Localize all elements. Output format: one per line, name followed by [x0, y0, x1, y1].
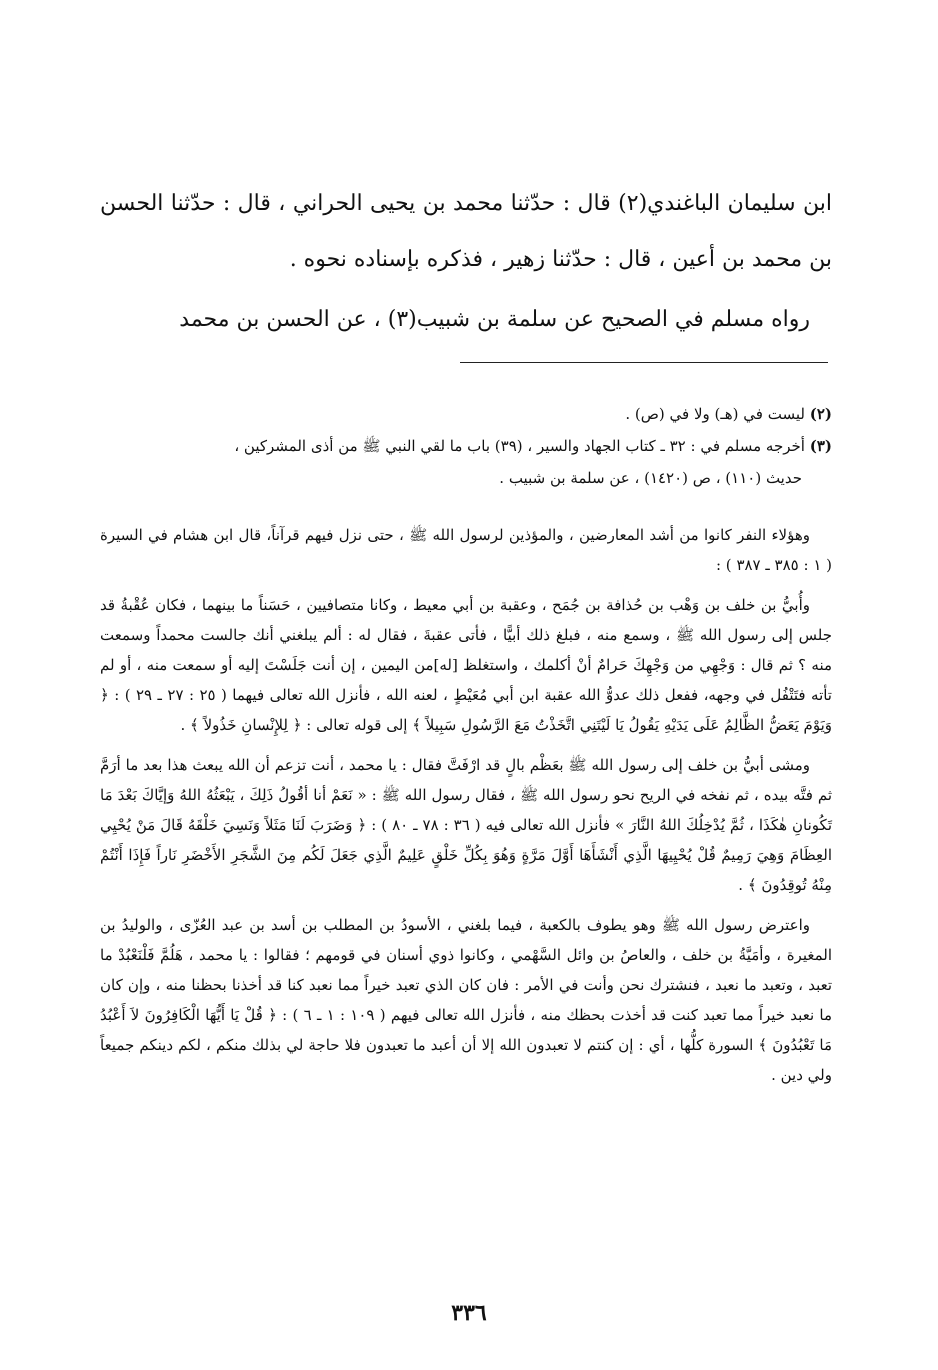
main-text: [100, 176, 832, 348]
footnote-3-continuation: حديث (١١٠) ، ص (١٤٢٠) ، عن سلمة بن شبيب .: [499, 469, 802, 487]
commentary-paragraph-2: وأُبيُّ بن خلف بن وَهْب بن حُذافة بن جُمَح ، وعقبة بن أبي معيط ، وكانا متصافيين ، حَسَناً ما بينهما ، فكان عُقْبةُ قد جلس إلى رسول الله ﷺ ، وسمع منه ، فبلغ ذلك أبيًّا ، فأتى عقبةَ ، فقال له : ألم يبلغني أنك جالست محمداً وسمعت منه ؟ ثم قال : وَجْهِي من وَجْهِكَ حَرامٌ أنْ أكلمك ، واستغلظ [له]من اليمين ، إن أنت جَلَسْتَ إليه أو سمعت منه ، أو لم تأته فتَتْفُل في وجهه، ففعل ذلك عدوُّ الله عقبة ابن أبي مُعَيْطٍ ، لعنه الله ، فأنزل الله تعالى فيهما ( ٢٥ : ٢٧ ـ ٢٩ ) : ﴿ وَيَوْمَ يَعَضُّ الظَّالِمُ عَلَى يَدَيْهِ يَقُولُ يَا لَيْتَنِي اتَّخَذْتُ مَعَ الرَّسُولِ سَبِيلاً ﴾ إلى قوله تعالى : ﴿ لِلإِنْسانِ خَذُولاً ﴾ .: [100, 596, 832, 734]
footnote-separator: [460, 362, 828, 363]
footnote-2-number: (٢): [809, 405, 832, 423]
commentary: [100, 520, 832, 1100]
commentary-paragraph-4: واعترض رسول الله ﷺ وهو يطوف بالكعبة ، فيما بلغني ، الأسودُ بن المطلب بن أسد بن عبد العُزّى ، والوليدُ بن المغيرة ، وأمَيَّةُ بن خلف ، والعاصُ بن وائل السَّهْمي ، وكانوا ذوي أسنان في قومهم ؛ فقالوا : يا محمد ، هَلُمَّ فَلْنَعْبُدْ ما تعبد ، وتعبد ما نعبد ، فنشترك نحن وأنت في الأمر : فان كان الذي تعبد خيراً مما نعبد كنا قد أخذنا بحظنا منه ، وإن كان ما نعبد خيراً مما تعبد كنت قد أخذت بحظك منه ، فأنزل الله تعالى فيهم ( ١٠٩ : ١ ـ ٦ ) : ﴿ قُلْ يَا أَيُّهَا الْكَافِرُونَ لاَ أَعْبُدُ مَا تَعْبُدُونَ ﴾ السورة كلُّها ، أي : إن كنتم لا تعبدون الله إلا أن أعبد ما تعبدون فلا حاجة لي بذلك منكم ، لكم دينكم جميعاً ولي دين .: [100, 916, 833, 1084]
footnote-2-text: ليست في (هـ) ولا في (ص) .: [625, 405, 805, 423]
footnote-2: [100, 398, 832, 430]
footnote-3-text: أخرجه مسلم في : ٣٢ ـ كتاب الجهاد والسير ، (٣٩) باب ما لقي النبي ﷺ من أذى المشركين ،: [234, 437, 805, 455]
main-text-paragraph-1: ابن سليمان الباغندي(٢) قال : حدّثنا محمد بن يحيى الحراني ، قال : حدّثنا الحسن بن محمد بن أعين ، قال : حدّثنا زهير ، فذكره بإسناده نحوه .: [100, 191, 832, 272]
footnote-3: [100, 430, 832, 462]
commentary-paragraph-1: وهؤلاء النفر كانوا من أشد المعارضين ، والمؤذين لرسول الله ﷺ ، حتى نزل فيهم قرآناً، قال ابن هشام في السيرة ( ١ : ٣٨٥ ـ ٣٨٧ ) :: [100, 526, 832, 574]
footnotes: [100, 398, 832, 494]
footnote-3-number: (٣): [809, 437, 832, 455]
page-number: ٣٣٦: [451, 1300, 487, 1326]
commentary-paragraph-3: ومشى أبيُّ بن خلف إلى رسول الله ﷺ بعَظْم بالٍ قد ارْفَتَّ فقال : يا محمد ، أنت تزعم أن الله يبعث هذا بعد ما أرَمَّ ثم فتَّه بيده ، ثم نفخه في الريح نحو رسول الله ﷺ ، فقال رسول الله ﷺ : « نَعَمْ أنا أقُولُ ذَلِكَ ، يَبْعَثُهُ اللهُ وَإيَّاكَ بَعْدَ مَا تَكُونانِ هٰكَذَا ، ثُمَّ يُدْخِلُكَ اللهُ النَّارَ » فأنزل الله تعالى فيه ( ٣٦ : ٧٨ ـ ٨٠ ) : ﴿ وَضَرَبَ لَنَا مَثَلاً وَنَسِيَ خَلْقَهُ قَالَ مَنْ يُحْيِي العِظَامَ وَهِيَ رَمِيمٌ قُلْ يُحْيِيهَا الَّذِي أَنْشَأَهَا أَوَّلَ مَرَّةٍ وَهُوَ بِكُلِّ خَلْقٍ عَلِيمٌ الَّذِي جَعَلَ لَكُم مِنَ الشَّجَرِ الأَخْضَرِ نَاراً فَإِذَا أَنْتُمْ مِنْهُ تُوقِدُونَ ﴾ .: [100, 756, 832, 894]
main-text-paragraph-2: رواه مسلم في الصحيح عن سلمة بن شبيب(٣) ، عن الحسن بن محمد: [179, 307, 810, 332]
